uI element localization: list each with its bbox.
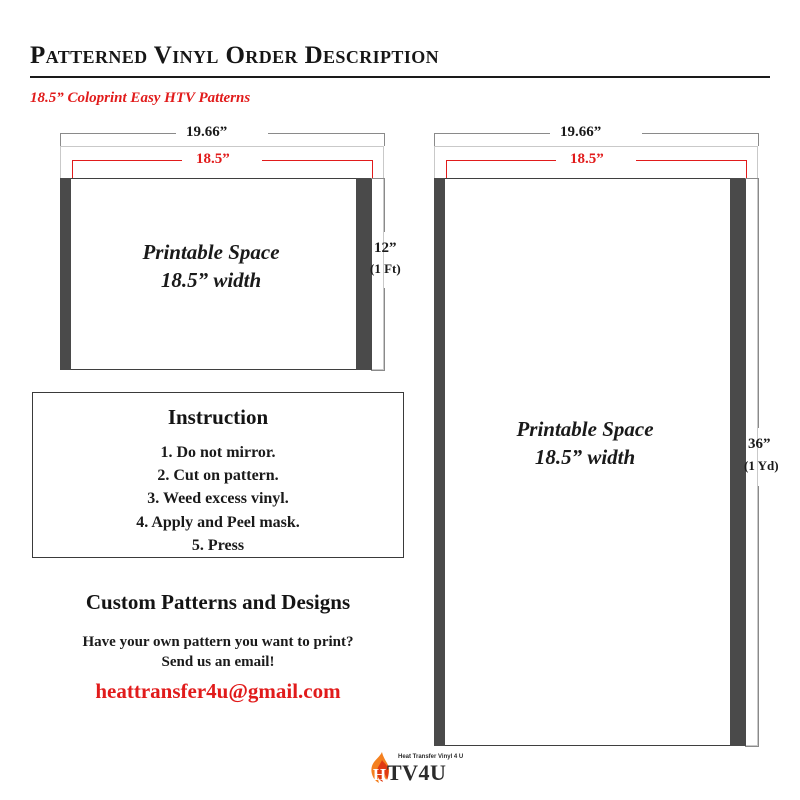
sheet-12in-left-edge-bar: [60, 178, 71, 370]
sheet-36in-height-tick-top: [745, 178, 759, 179]
sheet-36in-printable-dim-line-left: [446, 160, 556, 161]
sheet-12in-printable-dim-line-right: [262, 160, 372, 161]
custom-patterns-title: Custom Patterns and Designs: [85, 590, 351, 614]
logo-tagline: Heat Transfer Vinyl 4 U: [398, 754, 464, 760]
sheet-36in-printable-line2: 18.5” width: [534, 445, 636, 470]
contact-email[interactable]: heattransfer4u@gmail.com: [95, 679, 341, 703]
sheet-12in-printable-dim-line-left: [72, 160, 182, 161]
sheet-36in-left-edge-bar: [434, 178, 445, 746]
sheet-36in-printable-width-label: 18.5”: [570, 151, 604, 167]
sheet-36in-height-sublabel: (1 Yd): [744, 458, 779, 473]
brand-logo: [340, 752, 470, 788]
sheet-36in-printable-dim-tick-left: [446, 160, 447, 178]
sheet-36in-height-dim-line-bottom: [758, 486, 759, 746]
sheet-12in-printable-line2: 18.5” width: [160, 268, 262, 293]
sheet-36in-printable-line1: Printable Space: [516, 417, 654, 441]
sheet-36in-printable-dim-line-right: [636, 160, 746, 161]
page-subtitle: 18.5” Coloprint Easy HTV Patterns: [30, 90, 251, 106]
logo-wordmark: TV4U: [387, 760, 447, 785]
sheet-12in-printable-label: [76, 238, 346, 295]
instruction-box: [32, 392, 404, 558]
sheet-12in-printable-dim-tick-right: [372, 160, 373, 178]
list-item: 2. Cut on pattern.: [157, 467, 279, 485]
custom-patterns-line1: Have your own pattern you want to print?: [82, 634, 354, 650]
sheet-12in-printable-width-label: 18.5”: [196, 151, 230, 167]
list-item: 3. Weed excess vinyl.: [147, 490, 289, 508]
sheet-12in-height-dim-line-bottom: [384, 288, 385, 370]
sheet-12in-outer-dim-line-left: [60, 133, 176, 134]
sheet-36in-height-label: 36”: [748, 436, 771, 452]
sheet-12in-outer-width-label: 19.66”: [186, 124, 228, 140]
custom-patterns-line2: Send us an email!: [161, 654, 275, 670]
svg-text:H: H: [372, 765, 387, 784]
list-item: 5. Press: [191, 536, 245, 554]
sheet-36in-height-dim-line-top: [758, 178, 759, 428]
title-divider: [30, 76, 770, 78]
sheet-12in-height-sublabel: (1 Ft): [370, 261, 401, 276]
sheet-12in-height-tick-bottom: [371, 370, 385, 371]
list-item: 1. Do not mirror.: [160, 444, 276, 461]
sheet-12in-outer-dim-tick-left: [60, 133, 61, 146]
sheet-12in-height-dim-line-top: [384, 178, 385, 232]
sheet-12in-printable-line1: Printable Space: [142, 240, 280, 264]
page-title: Patterned Vinyl Order Description: [30, 42, 440, 69]
sheet-36in-printable-label: [450, 415, 720, 472]
sheet-36in-outer-dim-tick-left: [434, 133, 435, 146]
sheet-12in-outer-dim-line-right: [268, 133, 384, 134]
sheet-36in-height-tick-bottom: [745, 746, 759, 747]
list-item: 4. Apply and Peel mask.: [136, 513, 300, 531]
sheet-36in-outer-dim-line-right: [642, 133, 758, 134]
instruction-list: [33, 441, 403, 557]
sheet-12in-outer-dim-tick-right: [384, 133, 385, 146]
sheet-36in-outer-dim-tick-right: [758, 133, 759, 146]
sheet-12in-height-tick-top: [371, 178, 385, 179]
instruction-title: Instruction: [167, 405, 269, 429]
sheet-12in-height-label: 12”: [374, 240, 397, 256]
sheet-36in-printable-dim-tick-right: [746, 160, 747, 178]
sheet-36in-outer-dim-line-left: [434, 133, 550, 134]
sheet-36in-outer-width-label: 19.66”: [560, 124, 602, 140]
sheet-12in-printable-dim-tick-left: [72, 160, 73, 178]
